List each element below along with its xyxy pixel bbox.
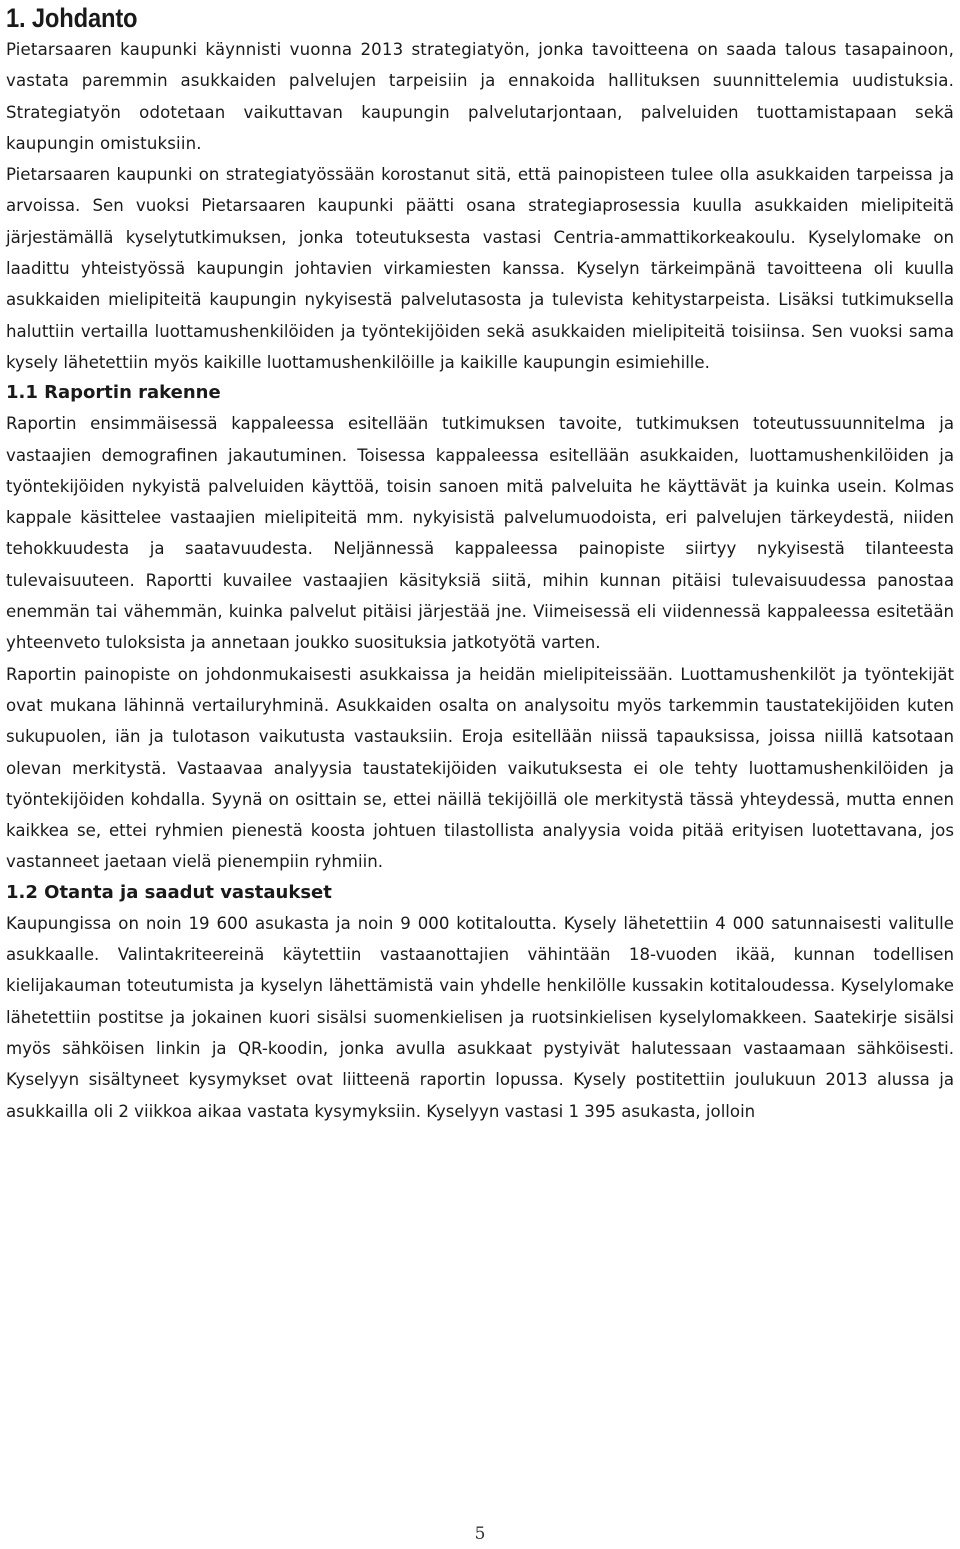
page-number: 5 [474, 1524, 486, 1544]
sampling-paragraph-1: Kaupungissa on noin 19 600 asukasta ja noin 9 000 kotitaloutta. Kysely lähetettiin 4 000 satunnaisesti valitulle asukkaalle. Valintakriteereinä käytettiin vastaanottajien vähintään 18-vuoden ikää, kunnan todellisen kielijakauman toteutumista ja kyselyn lähettämistä vain yhdelle henkilölle kussakin kotitaloudessa. Kyselylomake lähetettiin postitse ja jokainen kuori sisälsi suomenkielisen ja ruotsinkielisen kyselylomakkeen. Saatekirje sisälsi myös sähköisen linkin ja QR-koodin, jonka avulla asukkaat pystyivät halutessaan vastaamaan sähköisesti. Kyselyyn sisältyneet kysymykset ovat liitteenä raportin lopussa. Kysely postitettiin joulukuun 2013 alussa ja asukkailla oli 2 viikkoa aikaa vastata kysymyksiin. Kyselyyn vastasi 1 395 asukasta, jolloin [6, 913, 954, 1121]
chapter-title: 1. Johdanto [6, 3, 138, 33]
section-title-report-structure: 1.1 Raportin rakenne [6, 382, 221, 404]
section-title-sampling: 1.2 Otanta ja saadut vastaukset [6, 881, 332, 903]
document-page [6, 0, 954, 1127]
intro-paragraph-1: Pietarsaaren kaupunki käynnisti vuonna 2013 strategiatyön, jonka tavoitteena on saada talous tasapainoon, vastata paremmin asukkaiden palvelujen tarpeisiin ja ennakoida hallituksen suunnittelemia uudistuksia. Strategiatyön odotetaan vaikuttavan kaupungin palvelutarjontaan, palveluiden tuottamistapaan sekä kaupungin omistuksiin. [6, 40, 954, 153]
intro-paragraph-2: Pietarsaaren kaupunki on strategiatyössään korostanut sitä, että painopisteen tulee olla asukkaiden tarpeissa ja arvoissa. Sen vuoksi Pietarsaaren kaupunki päätti osana strategiaprosessia kuulla asukkaiden mielipiteitä järjestämällä kyselytutkimuksen, jonka toteutuksesta vastasi Centria-ammattikorkeakoulu. Kyselylomake on laadittu yhteistyössä kaupungin johtavien virkamiesten kanssa. Kyselyn tärkeimpänä tavoitteena oli kuulla asukkaiden mielipiteitä kaupungin nykyisestä palvelutasosta ja tulevista kehitystarpeista. Lisäksi tutkimuksella haluttiin vertailla luottamushenkilöiden ja työntekijöiden sekä asukkaiden mielipiteitä toisiinsa. Sen vuoksi sama kysely lähetettiin myös kaikille luottamushenkilöille ja kaikille kaupungin esimiehille. [6, 165, 954, 372]
report-structure-paragraph-1: Raportin ensimmäisessä kappaleessa esitellään tutkimuksen tavoite, tutkimuksen toteutussuunnitelma ja vastaajien demografinen jakautuminen. Toisessa kappaleessa esitellään asukkaiden, luottamushenkilöiden ja työntekijöiden nykyistä palveluiden käyttöä, toisin sanoen mitä palveluita he käyttävät ja kuinka usein. Kolmas kappale käsittelee vastaajien mielipiteitä mm. nykyisistä palvelumuodoista, eri palvelujen tärkeydestä, niiden tehokkuudesta ja saatavuudesta. Neljännessä kappaleessa painopiste siirtyy nykyisestä tilanteesta tulevaisuuteen. Raportti kuvailee vastaajien käsityksiä siitä, mihin kunnan pitäisi tulevaisuudessa panostaa enemmän tai vähemmän, kuinka palvelut pitäisi järjestää jne. Viimeisessä eli viidennessä kappaleessa esitetään yhteenveto tuloksista ja annetaan joukko suosituksia jatkotyötä varten. [6, 414, 954, 653]
report-structure-paragraph-2: Raportin painopiste on johdonmukaisesti asukkaissa ja heidän mielipiteissään. Luottamushenkilöt ja työntekijät ovat mukana lähinnä vertailuryhminä. Asukkaiden osalta on analysoitu myös tarkemmin taustatekijöiden kuten sukupuolen, iän ja tulotason vaikutusta vastauksiin. Eroja esitellään niissä tapauksissa, joissa niillä katsotaan olevan merkitystä. Vastaavaa analyysia taustatekijöiden vaikutuksesta ei ole tehty luottamushenkilöiden ja työntekijöiden kohdalla. Syynä on osittain se, ettei näillä tekijöillä ole merkitystä tässä yhteydessä, mutta ennen kaikkea se, ettei ryhmien pienestä koosta johtuen tilastollista analyysia voida pitää erityisen luotettavana, jos vastanneet jaetaan vielä pienempiin ryhmiin. [6, 664, 954, 872]
